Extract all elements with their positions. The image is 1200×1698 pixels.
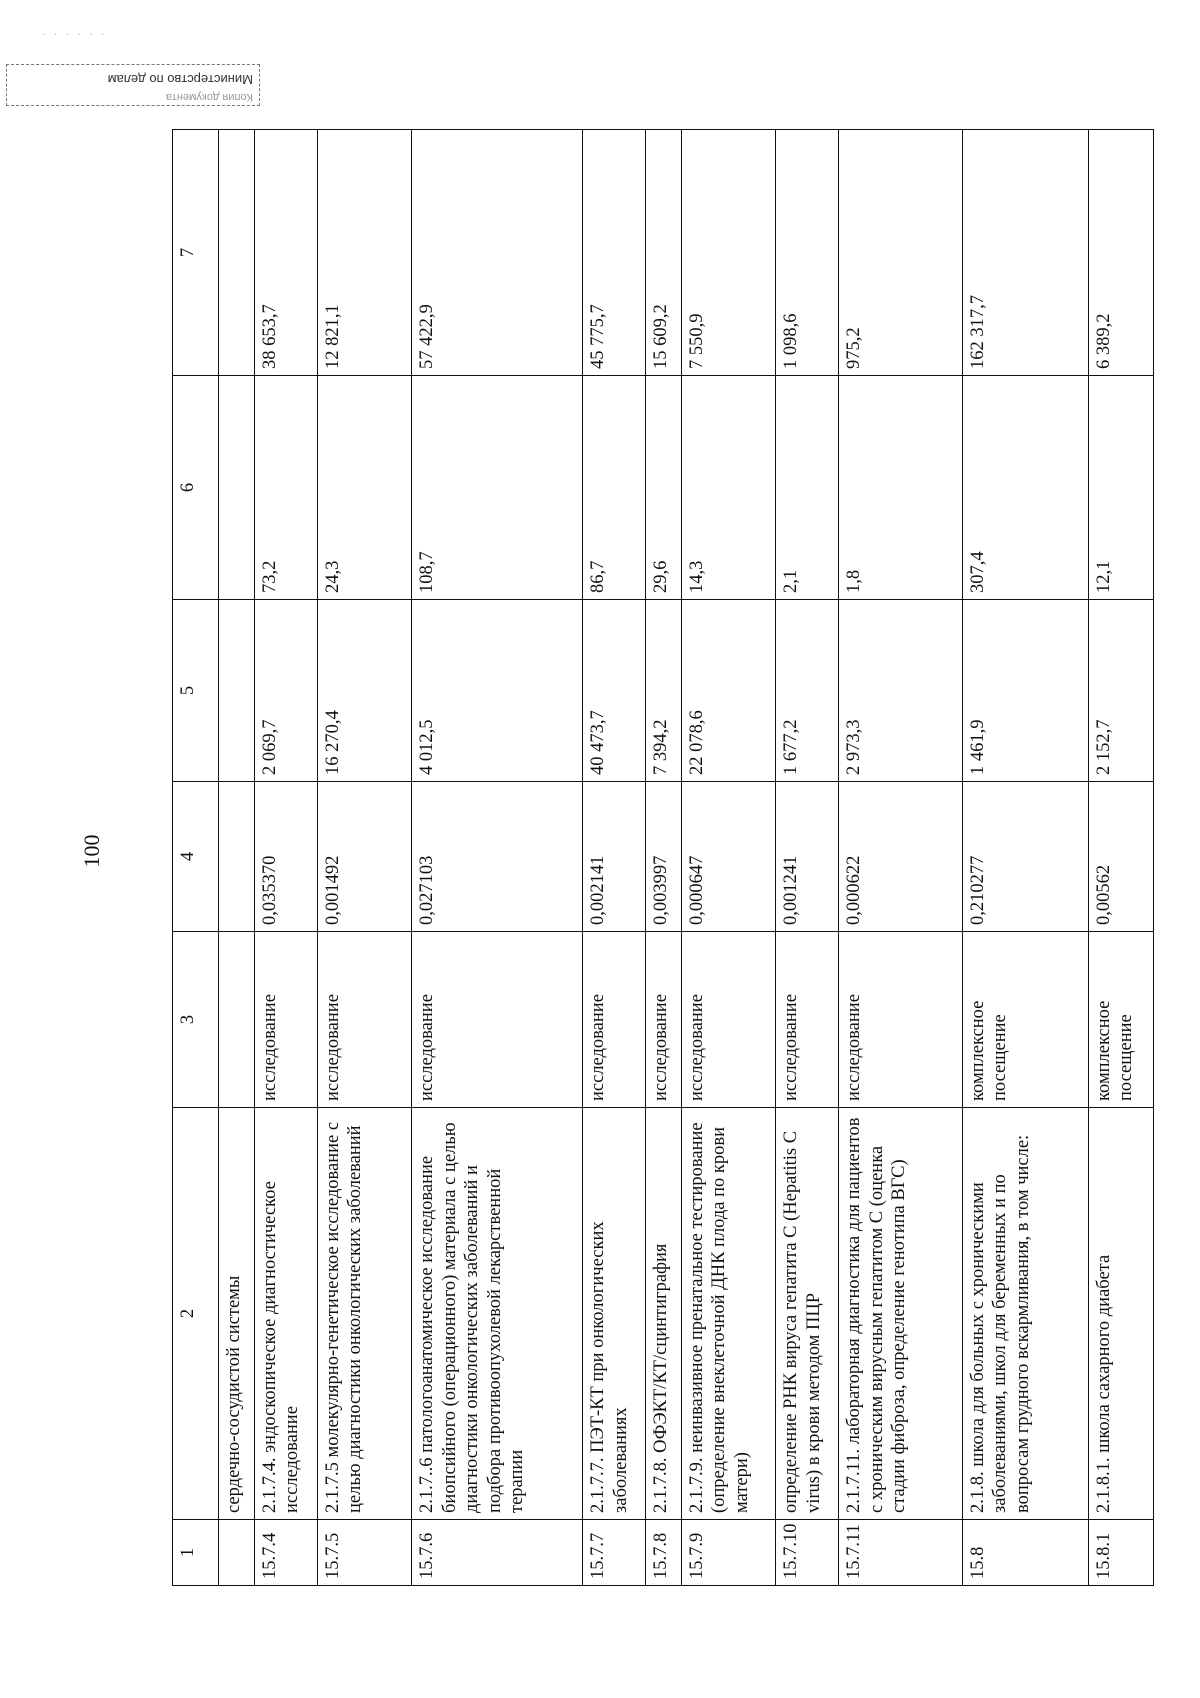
scan-header-marks: · · · · · ·	[42, 30, 108, 41]
table-row	[839, 130, 963, 1586]
table-cell-col-5: 2 152,7	[1088, 600, 1153, 782]
table-cell-col-4	[219, 782, 255, 932]
table-cell-col-2: 2.1.7.9. неинвазивное пренатальное тестирование (определение внеклеточной ДНК плода по крови матери)	[681, 1108, 775, 1520]
table-cell-col-5: 7 394,2	[646, 600, 682, 782]
table-cell-col-6: 86,7	[583, 376, 646, 600]
table-cell-col-5	[219, 600, 255, 782]
table-cell-col-6: 12,1	[1088, 376, 1153, 600]
page-number: 100	[79, 834, 104, 868]
table-cell-col-5: 1 677,2	[776, 600, 839, 782]
table-cell-col-6: 108,7	[412, 376, 583, 600]
header-cell: 4	[173, 782, 219, 932]
table-cell-col-4: 0,00562	[1088, 782, 1153, 932]
table-row	[962, 130, 1088, 1586]
table-row	[254, 130, 317, 1586]
table-row	[646, 130, 682, 1586]
table-cell-col-4: 0,003997	[646, 782, 682, 932]
table-cell-col-2: сердечно-сосудистой системы	[219, 1108, 255, 1520]
header-cell: 5	[173, 600, 219, 782]
table-cell-col-1: 15.7.11	[839, 1520, 963, 1586]
table-cell-col-5: 40 473,7	[583, 600, 646, 782]
table-cell-col-3: исследование	[317, 932, 411, 1108]
table-cell-col-3	[219, 932, 255, 1108]
table-cell-col-3: исследование	[412, 932, 583, 1108]
table-cell-col-6	[219, 376, 255, 600]
table-cell-col-7: 12 821,1	[317, 130, 411, 376]
table-cell-col-4: 0,001241	[776, 782, 839, 932]
table-cell-col-1: 15.8.1	[1088, 1520, 1153, 1586]
table-cell-col-3: исследование	[839, 932, 963, 1108]
table-cell-col-7: 1 098,6	[776, 130, 839, 376]
table-cell-col-3: комплексное посещение	[1088, 932, 1153, 1108]
table-cell-col-7: 975,2	[839, 130, 963, 376]
table-header-row	[173, 130, 219, 1586]
table-cell-col-5: 16 270,4	[317, 600, 411, 782]
table-cell-col-7	[219, 130, 255, 376]
table-cell-col-1: 15.7.10	[776, 1520, 839, 1586]
table-cell-col-7: 45 775,7	[583, 130, 646, 376]
rotated-table-wrapper	[172, 130, 1154, 1586]
header-cell: 6	[173, 376, 219, 600]
table-cell-col-6: 14,3	[681, 376, 775, 600]
table-cell-col-7: 38 653,7	[254, 130, 317, 376]
table-cell-col-2: 2.1.7.8. ОФЭКТ/КТ/сцинтиграфия	[646, 1108, 682, 1520]
table-cell-col-1: 15.8	[962, 1520, 1088, 1586]
table-cell-col-3: исследование	[681, 932, 775, 1108]
table-cell-col-6: 73,2	[254, 376, 317, 600]
registration-stamp	[6, 64, 260, 106]
table-cell-col-1: 15.7.8	[646, 1520, 682, 1586]
table-cell-col-7: 162 317,7	[962, 130, 1088, 376]
table-cell-col-5: 2 973,3	[839, 600, 963, 782]
table-cell-col-3: исследование	[776, 932, 839, 1108]
header-cell: 2	[173, 1108, 219, 1520]
table-cell-col-6: 29,6	[646, 376, 682, 600]
table-cell-col-4: 0,000647	[681, 782, 775, 932]
table-row	[776, 130, 839, 1586]
table-cell-col-4: 0,002141	[583, 782, 646, 932]
table-cell-col-4: 0,035370	[254, 782, 317, 932]
table-cell-col-1: 15.7.9	[681, 1520, 775, 1586]
table-row	[412, 130, 583, 1586]
table-cell-col-1: 15.7.4	[254, 1520, 317, 1586]
table-cell-col-5: 4 012,5	[412, 600, 583, 782]
table-cell-col-3: исследование	[254, 932, 317, 1108]
table-row	[317, 130, 411, 1586]
table-cell-col-2: определение РНК вируса гепатита С (Hepatitis C virus) в крови методом ПЦР	[776, 1108, 839, 1520]
table-cell-col-2: 2.1.7.5 молекулярно-генетическое исследование с целью диагностики онкологических заболеваний	[317, 1108, 411, 1520]
table-cell-col-4: 0,027103	[412, 782, 583, 932]
table-cell-col-6: 307,4	[962, 376, 1088, 600]
header-cell: 1	[173, 1520, 219, 1586]
table-row	[681, 130, 775, 1586]
table-cell-col-1: 15.7.7	[583, 1520, 646, 1586]
table-cell-col-1: 15.7.5	[317, 1520, 411, 1586]
table-cell-col-3: исследование	[646, 932, 682, 1108]
table-cell-col-7: 6 389,2	[1088, 130, 1153, 376]
table-row	[219, 130, 255, 1586]
header-cell: 7	[173, 130, 219, 376]
table-cell-col-2: 2.1.8. школа для больных с хроническими заболеваниями, школ для беременных и по вопросам грудного вскармливания, в том числе:	[962, 1108, 1088, 1520]
table-cell-col-6: 2,1	[776, 376, 839, 600]
table-cell-col-1: 15.7.6	[412, 1520, 583, 1586]
table-cell-col-5: 1 461,9	[962, 600, 1088, 782]
table-cell-col-2: 2.1.7.7. ПЭТ-КТ при онкологических заболеваниях	[583, 1108, 646, 1520]
table-cell-col-3: комплексное посещение	[962, 932, 1088, 1108]
table-cell-col-2: 2.1.8.1. школа сахарного диабета	[1088, 1108, 1153, 1520]
table-cell-col-7: 7 550,9	[681, 130, 775, 376]
table-cell-col-5: 22 078,6	[681, 600, 775, 782]
table-cell-col-4: 0,210277	[962, 782, 1088, 932]
table-cell-col-2: 2.1.7..6 патологоанатомическое исследование биопсийного (операционного) материала с целью диагностики онкологических заболеваний и подбора противоопухолевой лекарственной терапии	[412, 1108, 583, 1520]
table-cell-col-7: 15 609,2	[646, 130, 682, 376]
table-cell-col-7: 57 422,9	[412, 130, 583, 376]
stamp-line-2: Министерство по делам	[107, 72, 253, 87]
table-row	[583, 130, 646, 1586]
table-cell-col-6: 1,8	[839, 376, 963, 600]
table-cell-col-3: исследование	[583, 932, 646, 1108]
table-cell-col-2: 2.1.7.11. лабораторная диагностика для пациентов с хроническим вирусным гепатитом С (оценка стадии фиброза, определение генотипа ВГС)	[839, 1108, 963, 1520]
table-cell-col-4: 0,001492	[317, 782, 411, 932]
table-row	[1088, 130, 1153, 1586]
stamp-line-1: Копия документа	[165, 91, 253, 103]
table-cell-col-1	[219, 1520, 255, 1586]
header-cell: 3	[173, 932, 219, 1108]
table-cell-col-2: 2.1.7.4. эндоскопическое диагностическое исследование	[254, 1108, 317, 1520]
table-cell-col-5: 2 069,7	[254, 600, 317, 782]
data-table	[172, 129, 1154, 1586]
table-cell-col-4: 0,000622	[839, 782, 963, 932]
table-cell-col-6: 24,3	[317, 376, 411, 600]
